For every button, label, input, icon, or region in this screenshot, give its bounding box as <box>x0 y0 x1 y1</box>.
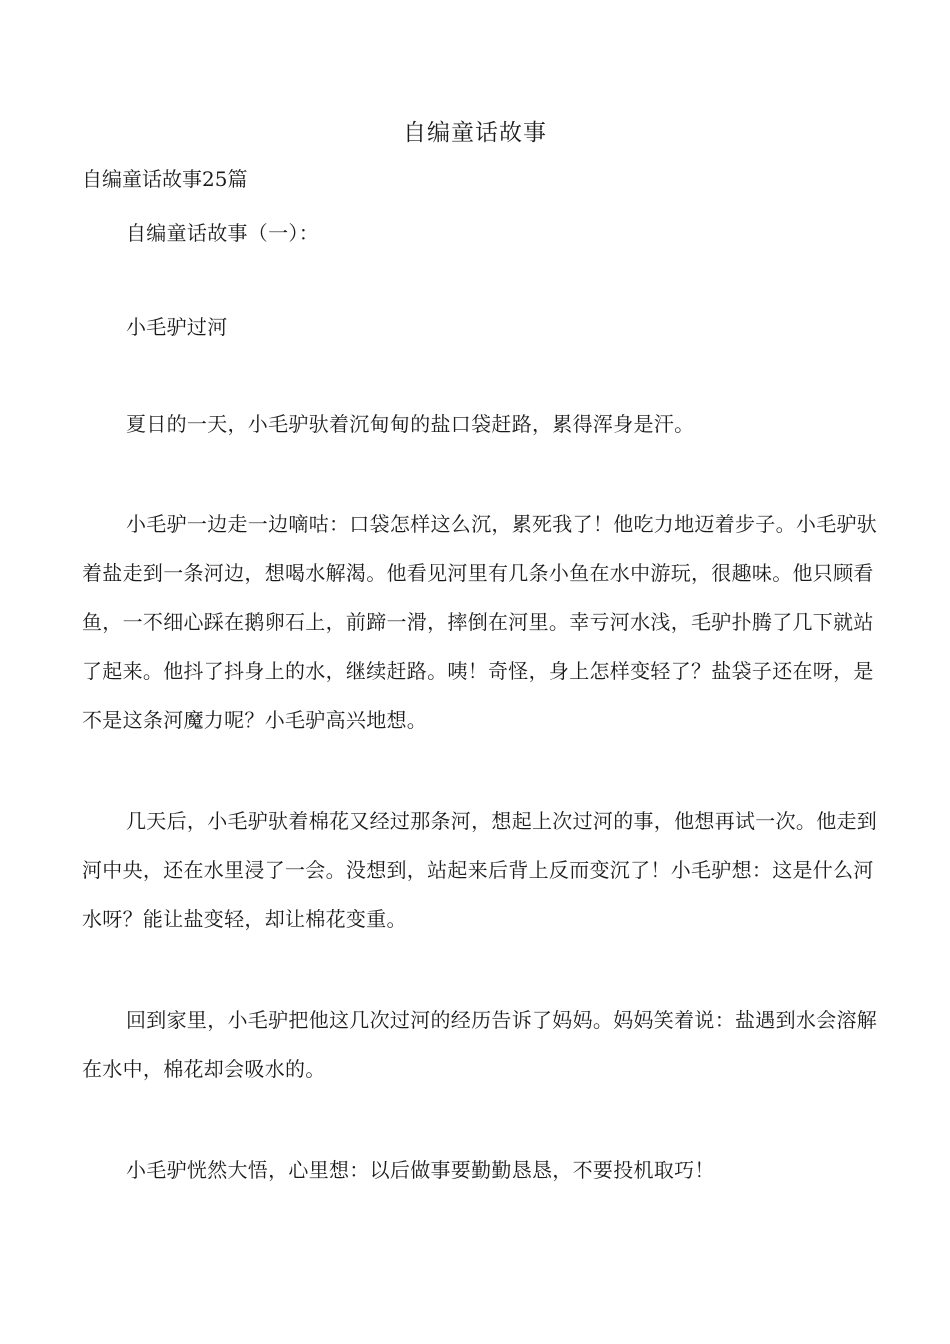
story-title: 小毛驴过河 <box>126 315 228 339</box>
story-paragraph: 小毛驴恍然大悟，心里想：以后做事要勤勤恳恳，不要投机取巧！ <box>126 1158 715 1182</box>
story-paragraph: 几天后，小毛驴驮着棉花又经过那条河，想起上次过河的事，他想再试一次。他走到河中央，还在水里浸了一会。没想到，站起来后背上反而变沉了！小毛驴想：这是什么河水呀？能让盐变轻，却让棉花变重。 <box>82 809 878 931</box>
story-paragraph: 回到家里，小毛驴把他这几次过河的经历告诉了妈妈。妈妈笑着说：盐遇到水会溶解在水中，棉花却会吸水的。 <box>82 1008 878 1081</box>
story-paragraph: 夏日的一天，小毛驴驮着沉甸甸的盐口袋赶路，累得浑身是汗。 <box>126 412 695 436</box>
document-subtitle: 自编童话故事25篇 <box>82 167 248 191</box>
document-title: 自编童话故事 <box>403 120 547 146</box>
story-paragraph: 小毛驴一边走一边嘀咕：口袋怎样这么沉，累死我了！他吃力地迈着步子。小毛驴驮着盐走到一条河边，想喝水解渴。他看见河里有几条小鱼在水中游玩，很趣味。他只顾看鱼，一不细心踩在鹅卵石上，前蹄一滑，摔倒在河里。幸亏河水浅，毛驴扑腾了几下就站了起来。他抖了抖身上的水，继续赶路。咦！奇怪，身上怎样变轻了？盐袋子还在呀，是不是这条河魔力呢？小毛驴高兴地想。 <box>82 512 878 732</box>
section-heading: 自编童话故事（一）： <box>126 221 319 245</box>
